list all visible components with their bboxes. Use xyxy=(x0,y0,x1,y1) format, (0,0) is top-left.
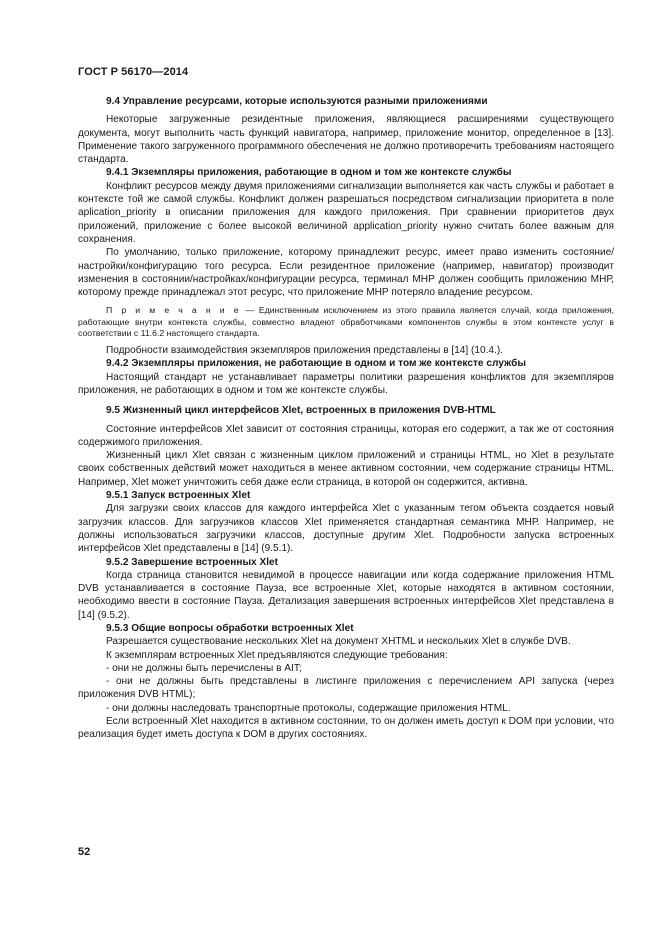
note-label: П р и м е ч а н и е xyxy=(106,305,241,316)
list-item: - они не должны быть перечислены в AIT; xyxy=(106,662,302,674)
page-number: 52 xyxy=(78,846,91,858)
section-9-5-3-paragraph-1: Разрешается существование нескольких Xlet на документ XHTML и нескольких Xlet в службе DVB. xyxy=(106,636,571,648)
section-9-4-1-paragraph-2: По умолчанию, только приложение, которому принадлежит ресурс, имеет право изменить состояние/настройки/конфигурацию того ресурса. Если резидентное приложение (например, навигатор) производит изменения в состоянии/настройках/конфигурации ресурса, терминал МНР должен сообщить приложению МНР, которому прежде принадлежал этот ресурс, что приложение МНР потеряло владение ресурсом. xyxy=(78,247,614,299)
list-item: - они должны наследовать транспортные протоколы, содержащие приложения HTML. xyxy=(106,702,511,714)
document-header: ГОСТ Р 56170—2014 xyxy=(78,66,189,78)
section-9-5-3-heading: 9.5.3 Общие вопросы обработки встроенных Xlet xyxy=(106,623,354,634)
section-9-4-heading: 9.4 Управление ресурсами, которые используются разными приложениями xyxy=(106,96,488,107)
note-text: — Единственным исключением из этого правила является случай, когда приложения, работающие внутри контекста службы, совместно владеют обработчиками компонентов службы в этом контексте услуг в соответствии с 11.6.2 настоящего стандарта. xyxy=(78,305,614,338)
section-9-5-1-paragraph: Для загрузки своих классов для каждого интерфейса Xlet с указанным тегом объекта создается новый загрузчик классов. Для загрузчиков классов Xlet применяется стандартная семантика МНР. Например, не должны использоваться загрузчики классов, доступные другим Xlet. Подробности запуска встроенных интерфейсов Xlet представлены в [14] (9.5.1). xyxy=(78,503,614,555)
section-9-4-1-paragraph-3: Подробности взаимодействия экземпляров приложения представлены в [14] (10.4.). xyxy=(106,345,504,357)
page-body xyxy=(78,93,614,742)
section-9-5-paragraph-2: Жизненный цикл Xlet связан с жизненным циклом приложений и страницы HTML, но Xlet в результате своих собственных действий может находиться в менее активном состоянии, чем содержание страницы HTML. Например, Xlet может уничтожить себя даже если страница, в которой он содержится, активна. xyxy=(78,450,614,488)
section-9-5-paragraph-1: Состояние интерфейсов Xlet зависит от состояния страницы, которая его содержит, а так же от состояния содержимого приложения. xyxy=(78,423,614,448)
section-9-5-3-paragraph-2: К экземплярам встроенных Xlet предъявляются следующие требования: xyxy=(106,649,448,661)
section-9-4-1-heading: 9.4.1 Экземпляры приложения, работающие в одном и том же контексте службы xyxy=(106,167,512,179)
section-9-4-2-heading: 9.4.2 Экземпляры приложения, не работающие в одном и том же контексте службы xyxy=(106,358,526,370)
section-9-5-heading: 9.5 Жизненный цикл интерфейсов Xlet, встроенных в приложения DVB-HTML xyxy=(106,405,496,417)
list-item: - они не должны быть представлены в листинге приложения с перечислением API запуска (через приложения DVB HTML); xyxy=(78,676,614,701)
section-9-5-3-paragraph-3: Если встроенный Xlet находится в активном состоянии, то он должен иметь доступ к DOM при условии, что реализация будет иметь доступа к DOM в других состояниях. xyxy=(78,716,614,741)
section-9-4-1-paragraph-1: Конфликт ресурсов между двумя приложениями сигнализации выполняется как часть службы и работает в контексте той же самой службы. Конфликт должен разрешаться посредством сигнализации приоритета в поле aplication_priority в описании приложения для каждого приложения. При сравнении приоритетов двух приложений, приложение с более высокой величиной application_priority нужно считать более важным для сохранения. xyxy=(78,180,614,245)
section-9-4-paragraph: Некоторые загруженные резидентные приложения, являющиеся расширениями существующего документа, могут выполнить часть функций навигатора, например, приложение монитор, определенное в [13]. Применение такого загруженного программного обеспечения не должно противоречить требованиям настоящего стандарта. xyxy=(78,114,614,166)
section-9-5-2-paragraph: Когда страница становится невидимой в процессе навигации или когда содержание приложения HTML DVB устанавливается в состояние Пауза, все встроенные Xlet, которые находятся в активном состоянии, необходимо ввести в состояние Пауза. Детализация завершения встроенных интерфейсов Xlet представлена в [14] (9.5.2). xyxy=(78,569,614,621)
note xyxy=(78,305,614,339)
section-9-5-2-heading: 9.5.2 Завершение встроенных Xlet xyxy=(106,556,278,568)
section-9-4-2-paragraph: Настоящий стандарт не устанавливает параметры политики разрешения конфликтов для экземпляров приложения, не работающих в одном и том же контексте службы. xyxy=(78,371,614,396)
section-9-5-1-heading: 9.5.1 Запуск встроенных Xlet xyxy=(106,490,251,502)
